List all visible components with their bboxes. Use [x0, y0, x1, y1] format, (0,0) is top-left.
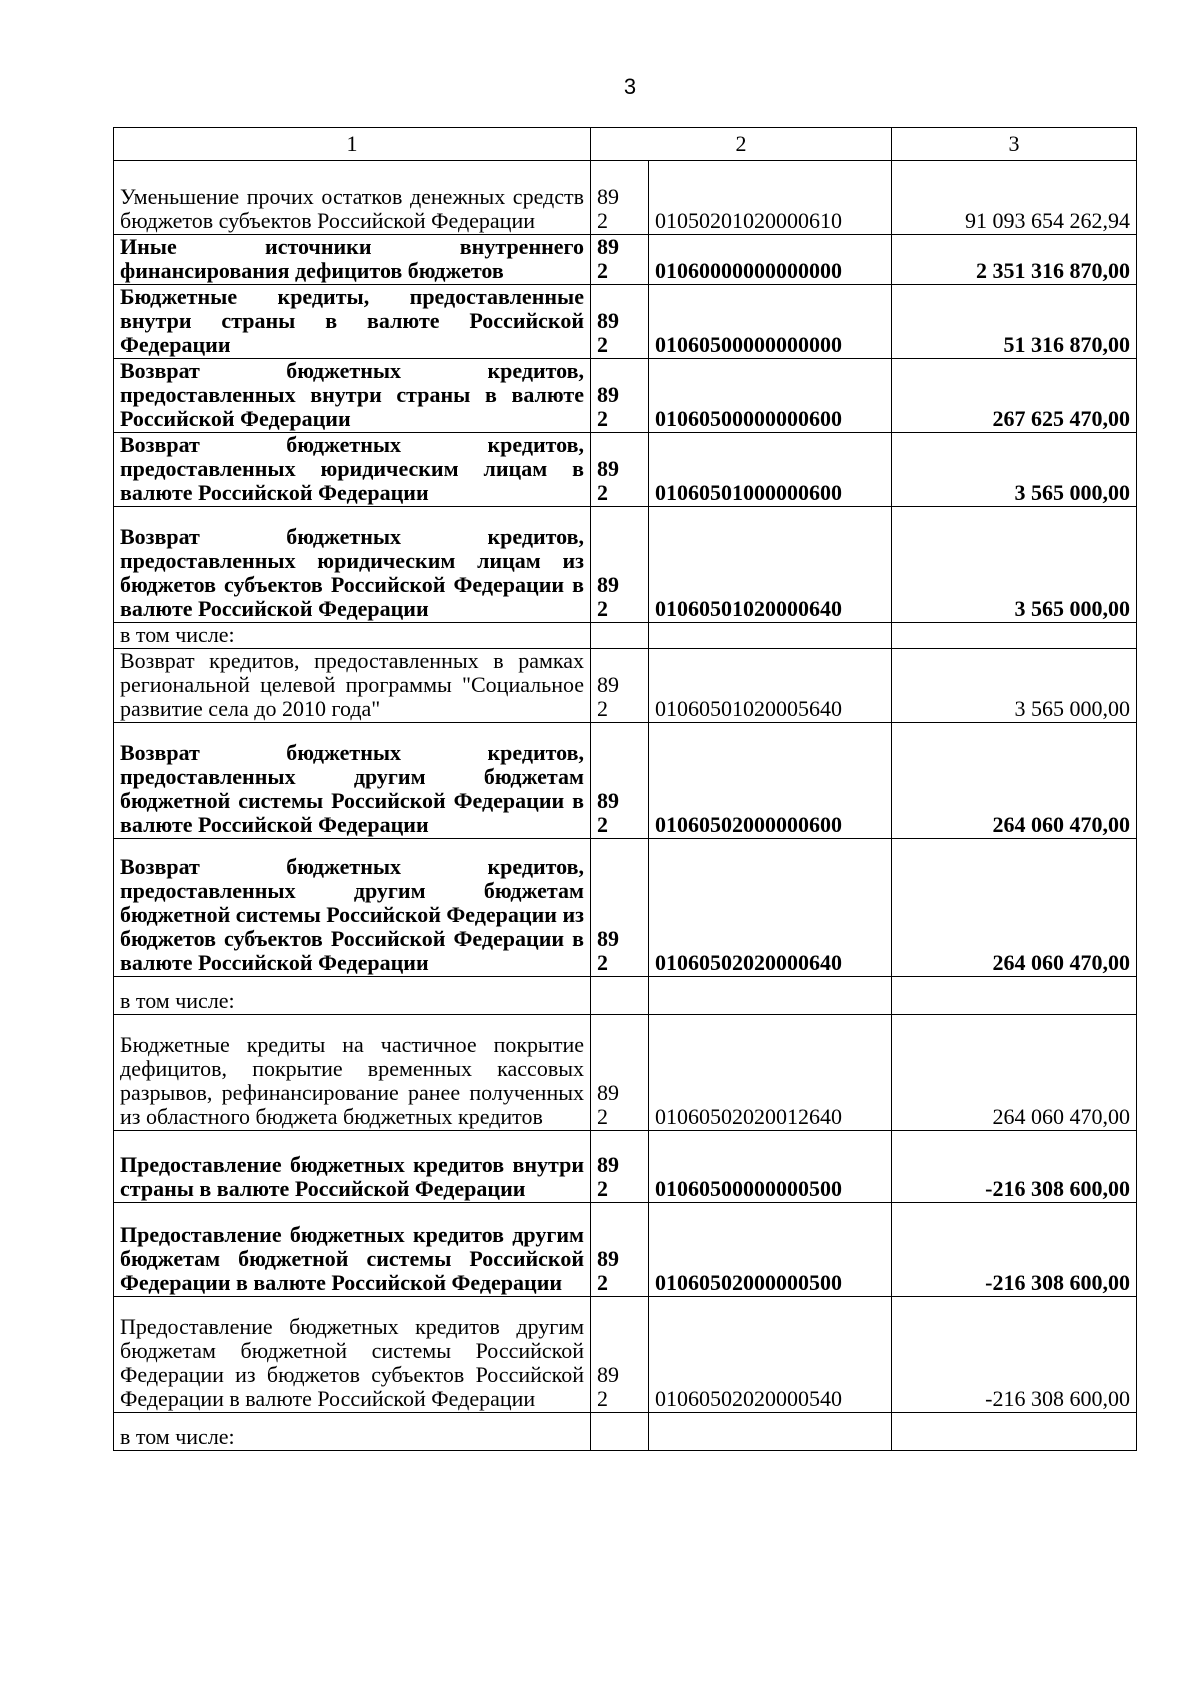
- row-name-cell: Иные источники внутреннего финансирования дефицитов бюджетов: [114, 235, 591, 285]
- row-sum-cell: 264 060 470,00: [892, 1015, 1137, 1131]
- row-admin-code-cell: [591, 977, 649, 1015]
- table-row: [114, 1015, 1137, 1131]
- header-col-3: 3: [892, 128, 1137, 161]
- page-number: 3: [623, 74, 637, 99]
- row-budget-code-cell: 01060501020000640: [649, 507, 892, 623]
- row-name-cell: Возврат кредитов, предоставленных в рамках региональной целевой программы "Социальное развитие села до 2010 года": [114, 649, 591, 723]
- row-admin-code-cell: 89 2: [591, 1203, 649, 1297]
- row-admin-code-cell: [591, 1413, 649, 1451]
- row-sum-cell: -216 308 600,00: [892, 1297, 1137, 1413]
- row-admin-code-cell: 89 2: [591, 507, 649, 623]
- row-admin-code-cell: 89 2: [591, 1015, 649, 1131]
- row-budget-code-cell: [649, 623, 892, 649]
- row-budget-code-cell: 01060502000000500: [649, 1203, 892, 1297]
- table-row: [114, 723, 1137, 839]
- table-row: [114, 977, 1137, 1015]
- header-col-1: 1: [114, 128, 591, 161]
- table-row: [114, 285, 1137, 359]
- row-sum-cell: 264 060 470,00: [892, 723, 1137, 839]
- table-row: [114, 1131, 1137, 1203]
- row-name-cell: Бюджетные кредиты на частичное покрытие дефицитов, покрытие временных кассовых разрывов, рефинансирование ранее полученных из областного бюджета бюджетных кредитов: [114, 1015, 591, 1131]
- table-row: [114, 433, 1137, 507]
- row-sum-cell: -216 308 600,00: [892, 1203, 1137, 1297]
- row-budget-code-cell: 01060501020005640: [649, 649, 892, 723]
- table-row: [114, 507, 1137, 623]
- table-row: [114, 839, 1137, 977]
- row-name-cell: в том числе:: [114, 623, 591, 649]
- row-sum-cell: 267 625 470,00: [892, 359, 1137, 433]
- row-budget-code-cell: [649, 1413, 892, 1451]
- table-row: [114, 161, 1137, 235]
- row-sum-cell: 91 093 654 262,94: [892, 161, 1137, 235]
- table-row: [114, 235, 1137, 285]
- row-sum-cell: [892, 623, 1137, 649]
- row-budget-code-cell: 01060502020000640: [649, 839, 892, 977]
- row-budget-code-cell: 01060502000000600: [649, 723, 892, 839]
- row-budget-code-cell: 01060500000000000: [649, 285, 892, 359]
- row-budget-code-cell: 01060502020000540: [649, 1297, 892, 1413]
- row-name-cell: Возврат бюджетных кредитов, предоставленных внутри страны в валюте Российской Федерации: [114, 359, 591, 433]
- row-sum-cell: 3 565 000,00: [892, 507, 1137, 623]
- row-name-cell: Предоставление бюджетных кредитов другим бюджетам бюджетной системы Российской Федерации в валюте Российской Федерации: [114, 1203, 591, 1297]
- row-budget-code-cell: 01060500000000500: [649, 1131, 892, 1203]
- row-name-cell: Предоставление бюджетных кредитов внутри страны в валюте Российской Федерации: [114, 1131, 591, 1203]
- row-name-cell: Бюджетные кредиты, предоставленные внутри страны в валюте Российской Федерации: [114, 285, 591, 359]
- row-sum-cell: [892, 977, 1137, 1015]
- row-budget-code-cell: [649, 977, 892, 1015]
- table-header-row: [114, 128, 1137, 161]
- budget-sources-table: [113, 127, 1137, 1451]
- row-sum-cell: 264 060 470,00: [892, 839, 1137, 977]
- row-admin-code-cell: 89 2: [591, 1297, 649, 1413]
- row-budget-code-cell: 01060000000000000: [649, 235, 892, 285]
- table-row: [114, 1413, 1137, 1451]
- row-admin-code-cell: 89 2: [591, 161, 649, 235]
- row-budget-code-cell: 01050201020000610: [649, 161, 892, 235]
- row-name-cell: в том числе:: [114, 1413, 591, 1451]
- row-admin-code-cell: 89 2: [591, 359, 649, 433]
- row-admin-code-cell: 89 2: [591, 1131, 649, 1203]
- row-name-cell: Возврат бюджетных кредитов, предоставленных юридическим лицам из бюджетов субъектов Российской Федерации в валюте Российской Федерации: [114, 507, 591, 623]
- row-sum-cell: 3 565 000,00: [892, 433, 1137, 507]
- row-budget-code-cell: 01060502020012640: [649, 1015, 892, 1131]
- row-sum-cell: 51 316 870,00: [892, 285, 1137, 359]
- table-row: [114, 1203, 1137, 1297]
- row-name-cell: Уменьшение прочих остатков денежных средств бюджетов субъектов Российской Федерации: [114, 161, 591, 235]
- table-row: [114, 649, 1137, 723]
- row-sum-cell: 3 565 000,00: [892, 649, 1137, 723]
- row-sum-cell: [892, 1413, 1137, 1451]
- row-admin-code-cell: 89 2: [591, 723, 649, 839]
- header-col-2: 2: [591, 128, 892, 161]
- row-admin-code-cell: [591, 623, 649, 649]
- row-name-cell: Возврат бюджетных кредитов, предоставленных другим бюджетам бюджетной системы Российской Федерации из бюджетов субъектов Российской Федерации в валюте Российской Федерации: [114, 839, 591, 977]
- row-name-cell: Возврат бюджетных кредитов, предоставленных другим бюджетам бюджетной системы Российской Федерации в валюте Российской Федерации: [114, 723, 591, 839]
- row-sum-cell: 2 351 316 870,00: [892, 235, 1137, 285]
- table-row: [114, 359, 1137, 433]
- table-row: [114, 1297, 1137, 1413]
- row-admin-code-cell: 89 2: [591, 235, 649, 285]
- row-name-cell: Возврат бюджетных кредитов, предоставленных юридическим лицам в валюте Российской Федерации: [114, 433, 591, 507]
- row-name-cell: Предоставление бюджетных кредитов другим бюджетам бюджетной системы Российской Федерации из бюджетов субъектов Российской Федерации в валюте Российской Федерации: [114, 1297, 591, 1413]
- row-budget-code-cell: 01060500000000600: [649, 359, 892, 433]
- row-name-cell: в том числе:: [114, 977, 591, 1015]
- row-sum-cell: -216 308 600,00: [892, 1131, 1137, 1203]
- row-admin-code-cell: 89 2: [591, 649, 649, 723]
- table-body: [114, 161, 1137, 1451]
- row-admin-code-cell: 89 2: [591, 433, 649, 507]
- row-admin-code-cell: 89 2: [591, 285, 649, 359]
- row-budget-code-cell: 01060501000000600: [649, 433, 892, 507]
- table-row: [114, 623, 1137, 649]
- row-admin-code-cell: 89 2: [591, 839, 649, 977]
